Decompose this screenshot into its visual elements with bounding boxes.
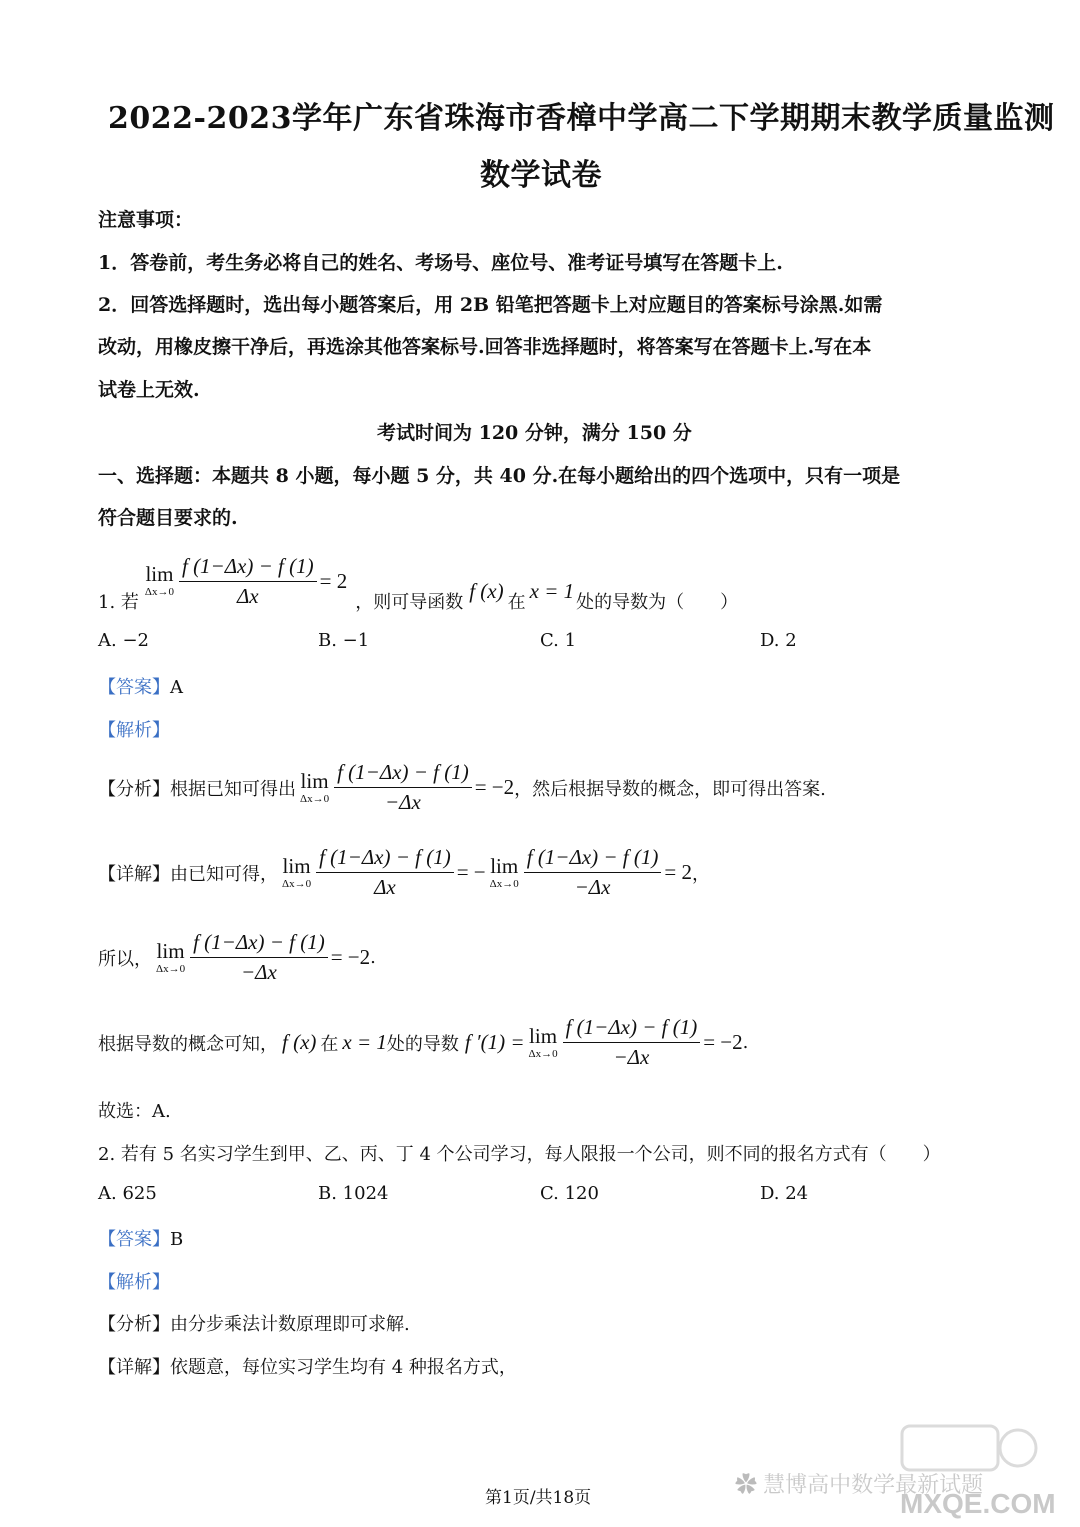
q1-sy-denominator: −Δx [240, 960, 277, 984]
q2-fenxi-text: 由分步乘法计数原理即可求解. [170, 1314, 410, 1335]
q2-answer [98, 1225, 183, 1251]
q1-x1: x = 1 [529, 578, 575, 603]
q1-sy-fraction [190, 930, 328, 985]
q1-answer-value: A [170, 677, 183, 698]
q1-stem [98, 548, 738, 614]
q1-xj-lim2 [489, 853, 519, 890]
q1-xj-mid: = − [456, 860, 486, 884]
q2-fenxi [98, 1310, 410, 1336]
q1-option-b: B. −1 [318, 630, 370, 651]
notice-item-2-line1: 2．回答选择题时，选出每小题答案后，用 2B 铅笔把答题卡上对应题目的答案标号涂黑.如需 [98, 294, 883, 316]
q1-fenxi-lim [300, 768, 330, 805]
q1-answer [98, 673, 183, 699]
q1-fenxi-denominator: −Δx [384, 790, 421, 814]
notice-heading: 注意事项： [98, 209, 194, 231]
q1-xj-fraction2 [524, 845, 662, 900]
q1-denominator: Δx [236, 583, 259, 608]
q2-option-d: D. 24 [760, 1183, 809, 1204]
q1-xj-lim1 [282, 853, 312, 890]
q2-option-c: C. 120 [540, 1183, 599, 1204]
q1-gn-x1: x = 1 [342, 1030, 387, 1054]
q1-gn-lim-word: lim [529, 1023, 558, 1048]
q1-suoyi-text: 所以， [98, 948, 152, 970]
q2-option-b: B. 1024 [318, 1183, 389, 1204]
q1-at: 在 [507, 592, 526, 613]
page-title: 2022-2023学年广东省珠海市香樟中学高二下学期期末教学质量监测 [108, 101, 1055, 136]
q1-gn-text1: 根据导数的概念可知， [98, 1033, 278, 1055]
q1-xj-lim2-word: lim [490, 853, 519, 878]
q1-gainian [98, 1015, 748, 1070]
q1-xiangjie [98, 845, 710, 900]
q2-stem: 2. 若有 5 名实习学生到甲、乙、丙、丁 4 个公司学习，每人限报一个公司，则不同的报名方式有（ ） [98, 1144, 941, 1165]
q1-guxuan: 故选：A. [98, 1101, 171, 1122]
notice-item-1: 1．答卷前，考生务必将自己的姓名、考场号、座位号、准考证号填写在答题卡上. [98, 252, 783, 274]
q1-prefix: 1. 若 [98, 592, 139, 613]
q1-gn-tail: . [742, 1032, 749, 1053]
q1-option-a: A. −2 [98, 630, 149, 651]
q1-fenxi-numerator: f (1−Δx) − f (1) [334, 760, 472, 788]
q1-sy-tail: . [370, 947, 376, 968]
q1-xj-numerator2: f (1−Δx) − f (1) [524, 845, 662, 873]
q1-gn-fx: f (x) [282, 1030, 317, 1054]
q1-gn-eq: = −2 [703, 1030, 743, 1054]
page-subtitle: 数学试卷 [480, 158, 602, 193]
q1-analysis-tag: 【解析】 [98, 720, 170, 741]
q1-fenxi [98, 760, 826, 815]
q2-fenxi-tag: 【分析】 [98, 1314, 170, 1335]
q1-gn-lim-sub: Δx→0 [528, 1047, 558, 1060]
q1-lim [145, 564, 174, 598]
q1-answer-tag: 【答案】 [98, 677, 170, 698]
q1-sy-lim [156, 938, 186, 975]
q1-numerator: f (1−Δx) − f (1) [179, 554, 317, 582]
q1-xj-lim1-sub: Δx→0 [282, 877, 312, 890]
section1-line2: 符合题目要求的. [98, 507, 238, 529]
watermark-account-text: 慧博高中数学最新试题 [763, 1472, 984, 1497]
q1-sy-lim-sub: Δx→0 [156, 962, 186, 975]
q1-eq: = 2 [319, 568, 348, 593]
q1-lim-sub: Δx→0 [144, 586, 174, 598]
q1-gn-fprime: f ′(1) = [464, 1030, 525, 1054]
notice-item-2-line3: 试卷上无效. [98, 379, 200, 401]
q1-mid: ，则可导函数 [355, 592, 464, 613]
q1-fenxi-lim-word: lim [300, 768, 329, 793]
q2-xiangjie [98, 1353, 517, 1379]
page-footer: 第1页/共18页 [485, 1488, 592, 1508]
q1-suffix: 处的导数为（ ） [576, 592, 739, 613]
q1-fenxi-tail: ，然后根据导数的概念，即可得出答案. [514, 778, 826, 800]
q1-sy-numerator: f (1−Δx) − f (1) [190, 930, 328, 958]
q1-gn-text2: 处的导数 [386, 1033, 459, 1055]
q1-xj-denominator1: Δx [374, 875, 396, 899]
q1-sy-lim-word: lim [156, 938, 185, 963]
notice-item-2-line2: 改动，用橡皮擦干净后，再选涂其他答案标号.回答非选择题时，将答案写在答题卡上.写在本 [98, 336, 872, 358]
q1-fenxi-lim-sub: Δx→0 [300, 792, 330, 805]
q2-option-a: A. 625 [98, 1183, 157, 1204]
q1-xj-numerator1: f (1−Δx) − f (1) [316, 845, 454, 873]
q1-gn-numerator: f (1−Δx) − f (1) [563, 1015, 701, 1043]
q1-gn-fraction [563, 1015, 701, 1070]
q1-xj-fraction1 [316, 845, 454, 900]
q1-fenxi-eq: = −2 [474, 775, 515, 799]
q2-answer-value: B [170, 1229, 184, 1250]
q1-xj-lim2-sub: Δx→0 [489, 877, 519, 890]
q1-option-c: C. 1 [540, 630, 577, 651]
q1-sy-eq: = −2 [330, 945, 371, 969]
q1-gn-lim [528, 1023, 558, 1060]
q2-xiangjie-tag: 【详解】 [98, 1357, 170, 1378]
q2-xiangjie-text: 依题意，每位实习学生均有 4 种报名方式， [170, 1357, 517, 1378]
watermark-site: MXQE.COM [900, 1488, 1056, 1519]
q1-option-d: D. 2 [760, 630, 797, 651]
q1-xj-lim1-word: lim [282, 853, 311, 878]
q2-answer-tag: 【答案】 [98, 1229, 170, 1250]
q1-gn-at: 在 [320, 1033, 339, 1055]
q1-gn-denominator: −Δx [613, 1045, 650, 1069]
q1-fenxi-tag: 【分析】 [98, 778, 170, 800]
q1-fx: f (x) [469, 578, 504, 603]
q1-xj-tail: ， [691, 863, 710, 885]
q1-xiangjie-tag: 【详解】 [98, 863, 170, 885]
q1-fraction [179, 554, 317, 609]
q1-xj-denominator2: −Δx [574, 875, 611, 899]
q1-suoyi [98, 930, 376, 985]
q1-lim-word: lim [145, 562, 174, 586]
q1-xj-eq: = 2 [664, 860, 692, 884]
section1-line1: 一、选择题：本题共 8 小题，每小题 5 分，共 40 分.在每小题给出的四个选项中，只有一项是 [98, 465, 901, 487]
wechat-icon: ✿ [735, 1472, 758, 1497]
exam-time: 考试时间为 120 分钟，满分 150 分 [377, 422, 692, 444]
q1-xiangjie-text: 由已知可得， [170, 863, 278, 885]
q1-fenxi-text: 根据已知可得出 [170, 778, 296, 800]
q1-fenxi-fraction [334, 760, 472, 815]
q2-analysis-tag: 【解析】 [98, 1272, 170, 1293]
